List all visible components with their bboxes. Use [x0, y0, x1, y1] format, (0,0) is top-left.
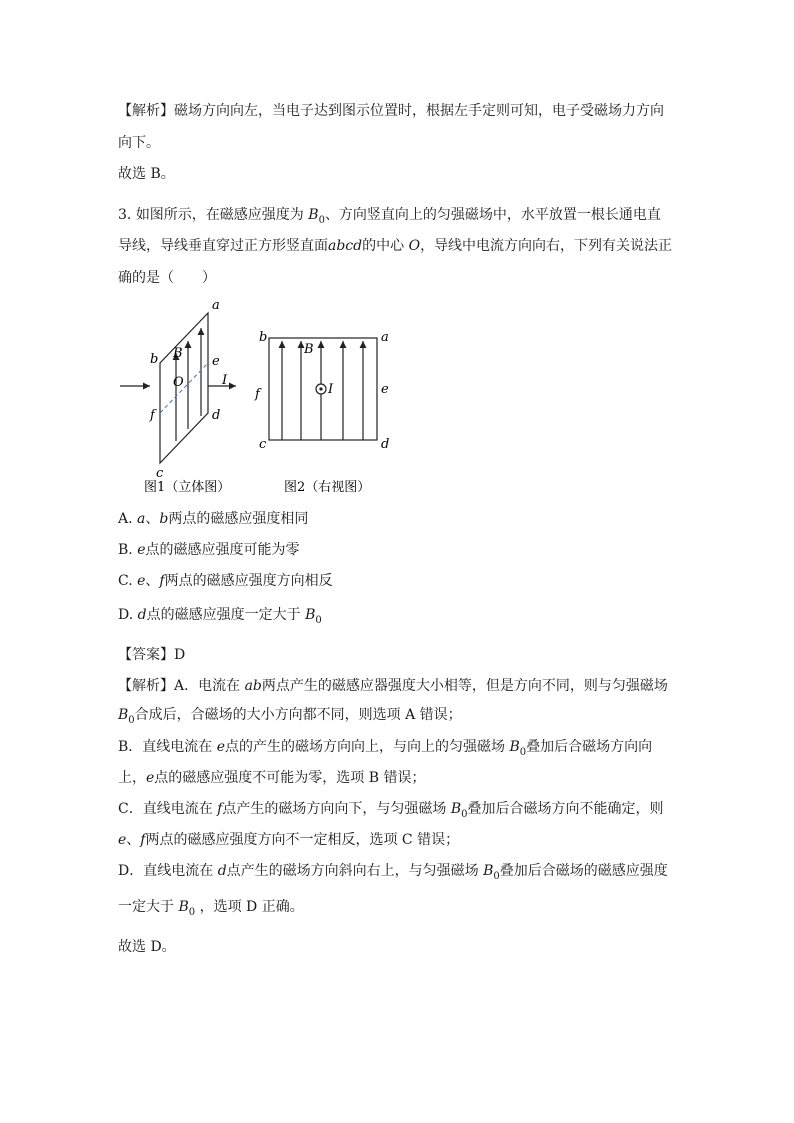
analysis-d-line1: [118, 861, 668, 887]
option-c: [118, 571, 333, 591]
analysis-text: 上，: [118, 770, 146, 786]
question-text: 的中心: [362, 238, 405, 254]
b0-subscript: 0: [315, 614, 322, 626]
question-line2: [118, 236, 672, 256]
label-i: I: [222, 373, 228, 388]
option-b-text: 点的磁感应强度可能为零: [145, 542, 300, 558]
option-a-var: b: [159, 511, 169, 527]
question-text: ，导线中电流方向向右，下列有关说法正: [420, 238, 673, 254]
prev-conclusion: [118, 164, 175, 184]
current-dot: [319, 387, 322, 390]
b0-subscript: 0: [493, 870, 500, 882]
option-b-var: e: [137, 542, 146, 558]
figure-2: [254, 330, 389, 452]
analysis-var: e: [146, 770, 155, 786]
prev-conclusion-text: 故选 B。: [118, 166, 175, 182]
option-a-sep: 、: [145, 511, 160, 527]
question-number: 3.: [118, 207, 132, 223]
question-line3: [118, 268, 216, 288]
option-b-prefix: B.: [118, 542, 138, 558]
b0-subscript: 0: [461, 808, 468, 820]
answer-tag: 【答案】: [118, 647, 174, 663]
analysis-var: e: [216, 739, 226, 755]
analysis-var: d: [217, 863, 227, 879]
o-symbol: O: [408, 238, 421, 254]
label-d: d: [381, 437, 390, 452]
b0-symbol: B: [305, 607, 316, 623]
analysis-text: 点产生的磁场方向向下，与匀强磁场: [222, 801, 447, 817]
analysis-a-line1: [118, 676, 668, 696]
label-b: b: [150, 352, 159, 367]
analysis-text: 点产生的磁场方向斜向右上，与匀强磁场: [226, 863, 479, 879]
analysis-tag: 【解析】: [118, 678, 174, 694]
answer-value: D: [174, 647, 186, 663]
label-a: a: [381, 330, 389, 345]
label-e: e: [381, 382, 389, 397]
label-b: b: [259, 330, 268, 345]
b0-symbol: B: [483, 863, 494, 879]
b0-subscript: 0: [128, 714, 135, 726]
prev-analysis-text: 磁场方向向左，当电子达到图示位置时，根据左手定则可知，电子受磁场力方向: [174, 103, 664, 119]
question-text: 、方向竖直向上的匀强磁场中，水平放置一根长通电直: [324, 207, 661, 223]
option-d: [118, 605, 322, 631]
prev-analysis-line2: [118, 133, 160, 153]
fig1-caption: 图1（立体图）: [144, 480, 231, 495]
analysis-var: f: [140, 832, 146, 848]
option-d-var: d: [137, 607, 147, 623]
analysis-a-line2: [118, 705, 462, 731]
figure-1: [120, 298, 236, 481]
option-a-text: 两点的磁感应强度相同: [168, 511, 309, 527]
label-f: f: [255, 387, 260, 402]
option-d-text: 点的磁感应强度一定大于: [146, 607, 301, 623]
analysis-text: 合成后，合磁场的大小方向都不同，则选项 A 错误；: [134, 707, 462, 723]
option-c-text: 两点的磁感应强度方向相反: [164, 573, 333, 589]
analysis-var: f: [217, 801, 223, 817]
label-i: I: [328, 382, 334, 397]
analysis-text: 一定大于: [118, 899, 174, 915]
analysis-b-line1: [118, 737, 652, 763]
analysis-var: ab: [244, 678, 262, 694]
label-a: a: [212, 298, 220, 313]
analysis-text: D．直线电流在: [118, 863, 214, 879]
b0-symbol: B: [178, 899, 189, 915]
label-f: f: [150, 408, 155, 423]
analysis-text: 点的磁感应强度不可能为零，选项 B 错误；: [154, 770, 426, 786]
question-text: 导线，导线垂直穿过正方形竖直面: [118, 238, 328, 254]
question-text: 如图所示，在磁感应强度为: [135, 207, 304, 223]
option-c-sep: 、: [145, 573, 160, 589]
option-c-var: e: [137, 573, 146, 589]
abcd-symbol: abcd: [328, 238, 363, 254]
b0-symbol: B: [118, 707, 129, 723]
label-d: d: [212, 408, 221, 423]
label-c: c: [259, 437, 267, 452]
prev-analysis-text2: 向下。: [118, 135, 160, 151]
label-b-field: B: [304, 342, 314, 357]
analysis-var: e: [118, 832, 127, 848]
analysis-text: 叠加后合磁场的磁感应强度: [499, 863, 668, 879]
analysis-text: 点的产生的磁场方向向上，与向上的匀强磁场: [225, 739, 506, 755]
b0-symbol: B: [509, 739, 520, 755]
option-c-var: f: [159, 573, 165, 589]
analysis-text: ，选项 D 正确。: [199, 899, 304, 915]
analysis-text: C．直线电流在: [118, 801, 213, 817]
analysis-d-line2: [118, 897, 304, 923]
option-a-prefix: A.: [118, 511, 138, 527]
analysis-c-line2: [118, 830, 459, 850]
b0-subscript: 0: [188, 906, 196, 918]
answer-line: [118, 645, 185, 665]
b0-subscript: 0: [519, 746, 527, 758]
analysis-text: A．电流在: [174, 678, 241, 694]
analysis-sep: 、: [126, 832, 141, 848]
option-b: [118, 540, 300, 560]
prev-analysis-line1: [118, 101, 664, 121]
b0-symbol: B: [308, 207, 319, 223]
option-d-prefix: D.: [118, 607, 138, 623]
prev-analysis-tag: 【解析】: [118, 103, 174, 119]
analysis-text: 叠加后合磁场方向向: [526, 739, 653, 755]
analysis-b-line2: [118, 768, 425, 788]
option-a: [118, 509, 308, 529]
b0-subscript: 0: [318, 214, 325, 226]
analysis-text: 叠加后合磁场方向不能确定，则: [467, 801, 664, 817]
label-b-field: B: [173, 346, 183, 361]
option-a-var: a: [137, 511, 146, 527]
question-text: 确的是（ ）: [118, 270, 216, 286]
label-e: e: [212, 354, 220, 369]
b0-symbol: B: [450, 801, 462, 817]
analysis-conclusion: [118, 937, 176, 957]
fig2-caption: 图2（右视图）: [284, 480, 371, 495]
label-c: c: [156, 466, 164, 481]
analysis-c-line1: [118, 799, 663, 825]
analysis-text: 两点的磁感应强度方向不一定相反，选项 C 错误；: [145, 832, 460, 848]
analysis-text: B．直线电流在: [118, 739, 213, 755]
option-c-prefix: C.: [118, 573, 138, 589]
figure-diagram: [118, 295, 398, 505]
analysis-conclusion-text: 故选 D。: [118, 939, 176, 955]
question-line1: [118, 205, 661, 231]
analysis-text: 两点产生的磁感应器强度大小相等，但是方向不同，则与匀强磁场: [261, 678, 668, 694]
label-o: O: [173, 375, 184, 390]
